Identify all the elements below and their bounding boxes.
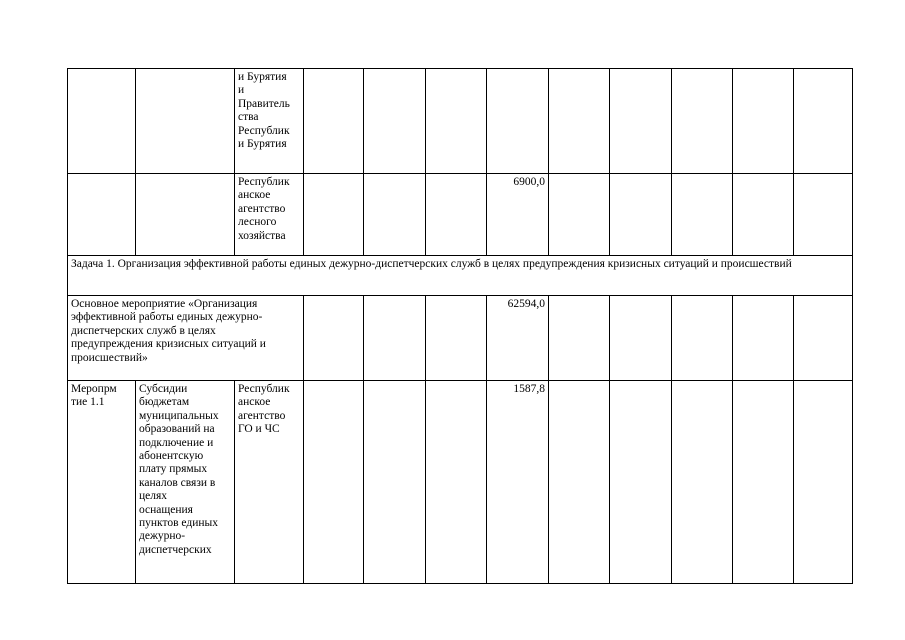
cell-col11 [733,381,794,584]
cell-description [136,69,235,174]
table-row-executor-forestry [68,174,853,256]
cell-col11 [733,174,794,256]
cell-code [68,174,136,256]
executor-text: и Бурятия и Правитель ства Республик и Бурятия [238,71,290,151]
budget-table [67,68,853,584]
executor-text: Республик анское агентство лесного хозяйства [238,176,290,242]
cell-description [136,381,235,584]
table-row-executor-government [68,69,853,174]
cell-col9 [610,381,672,584]
event-description: Субсидии бюджетам муниципальных образований на подключение и абонентскую плату прямых каналов связи в целях оснащения пунктов единых дежурно- диспетчерских [139,383,219,556]
event-code: Меропрм тие 1.1 [71,383,117,409]
cell-executor [235,69,304,174]
cell-col12 [794,69,853,174]
cell-col6 [426,296,487,381]
cell-col5 [364,69,426,174]
cell-col12 [794,296,853,381]
cell-value: 6900,0 [487,174,549,256]
cell-col10 [672,174,733,256]
cell-col8 [549,296,610,381]
cell-col9 [610,296,672,381]
cell-value: 62594,0 [487,296,549,381]
cell-col8 [549,174,610,256]
cell-col8 [549,381,610,584]
cell-col9 [610,174,672,256]
event-executor: Республик анское агентство ГО и ЧС [238,383,290,436]
cell-col11 [733,69,794,174]
cell-description [136,174,235,256]
cell-executor [235,174,304,256]
cell-col5 [364,296,426,381]
cell-col4 [304,69,364,174]
cell-col6 [426,174,487,256]
cell-col4 [304,174,364,256]
cell-col4 [304,381,364,584]
cell-col4 [304,296,364,381]
table-row-task [68,256,853,296]
cell-col12 [794,381,853,584]
cell-col9 [610,69,672,174]
table-row-main-event [68,296,853,381]
cell-col11 [733,296,794,381]
cell-col10 [672,296,733,381]
cell-col12 [794,174,853,256]
cell-executor [235,381,304,584]
cell-col10 [672,69,733,174]
main-event-title: Основное мероприятие «Организация эффективной работы единых дежурно-диспетчерских служб в целях предупреждения кризисных ситуаций и происшествий» [68,296,304,381]
task-heading: Задача 1. Организация эффективной работы единых дежурно-диспетчерских служб в целях предупреждения кризисных ситуаций и происшествий [68,256,853,296]
cell-code [68,381,136,584]
cell-value: 1587,8 [487,381,549,584]
cell-col7 [487,69,549,174]
cell-col5 [364,381,426,584]
table-row-event-1-1 [68,381,853,584]
cell-col10 [672,381,733,584]
cell-code [68,69,136,174]
cell-col6 [426,69,487,174]
cell-col5 [364,174,426,256]
cell-col6 [426,381,487,584]
cell-col8 [549,69,610,174]
